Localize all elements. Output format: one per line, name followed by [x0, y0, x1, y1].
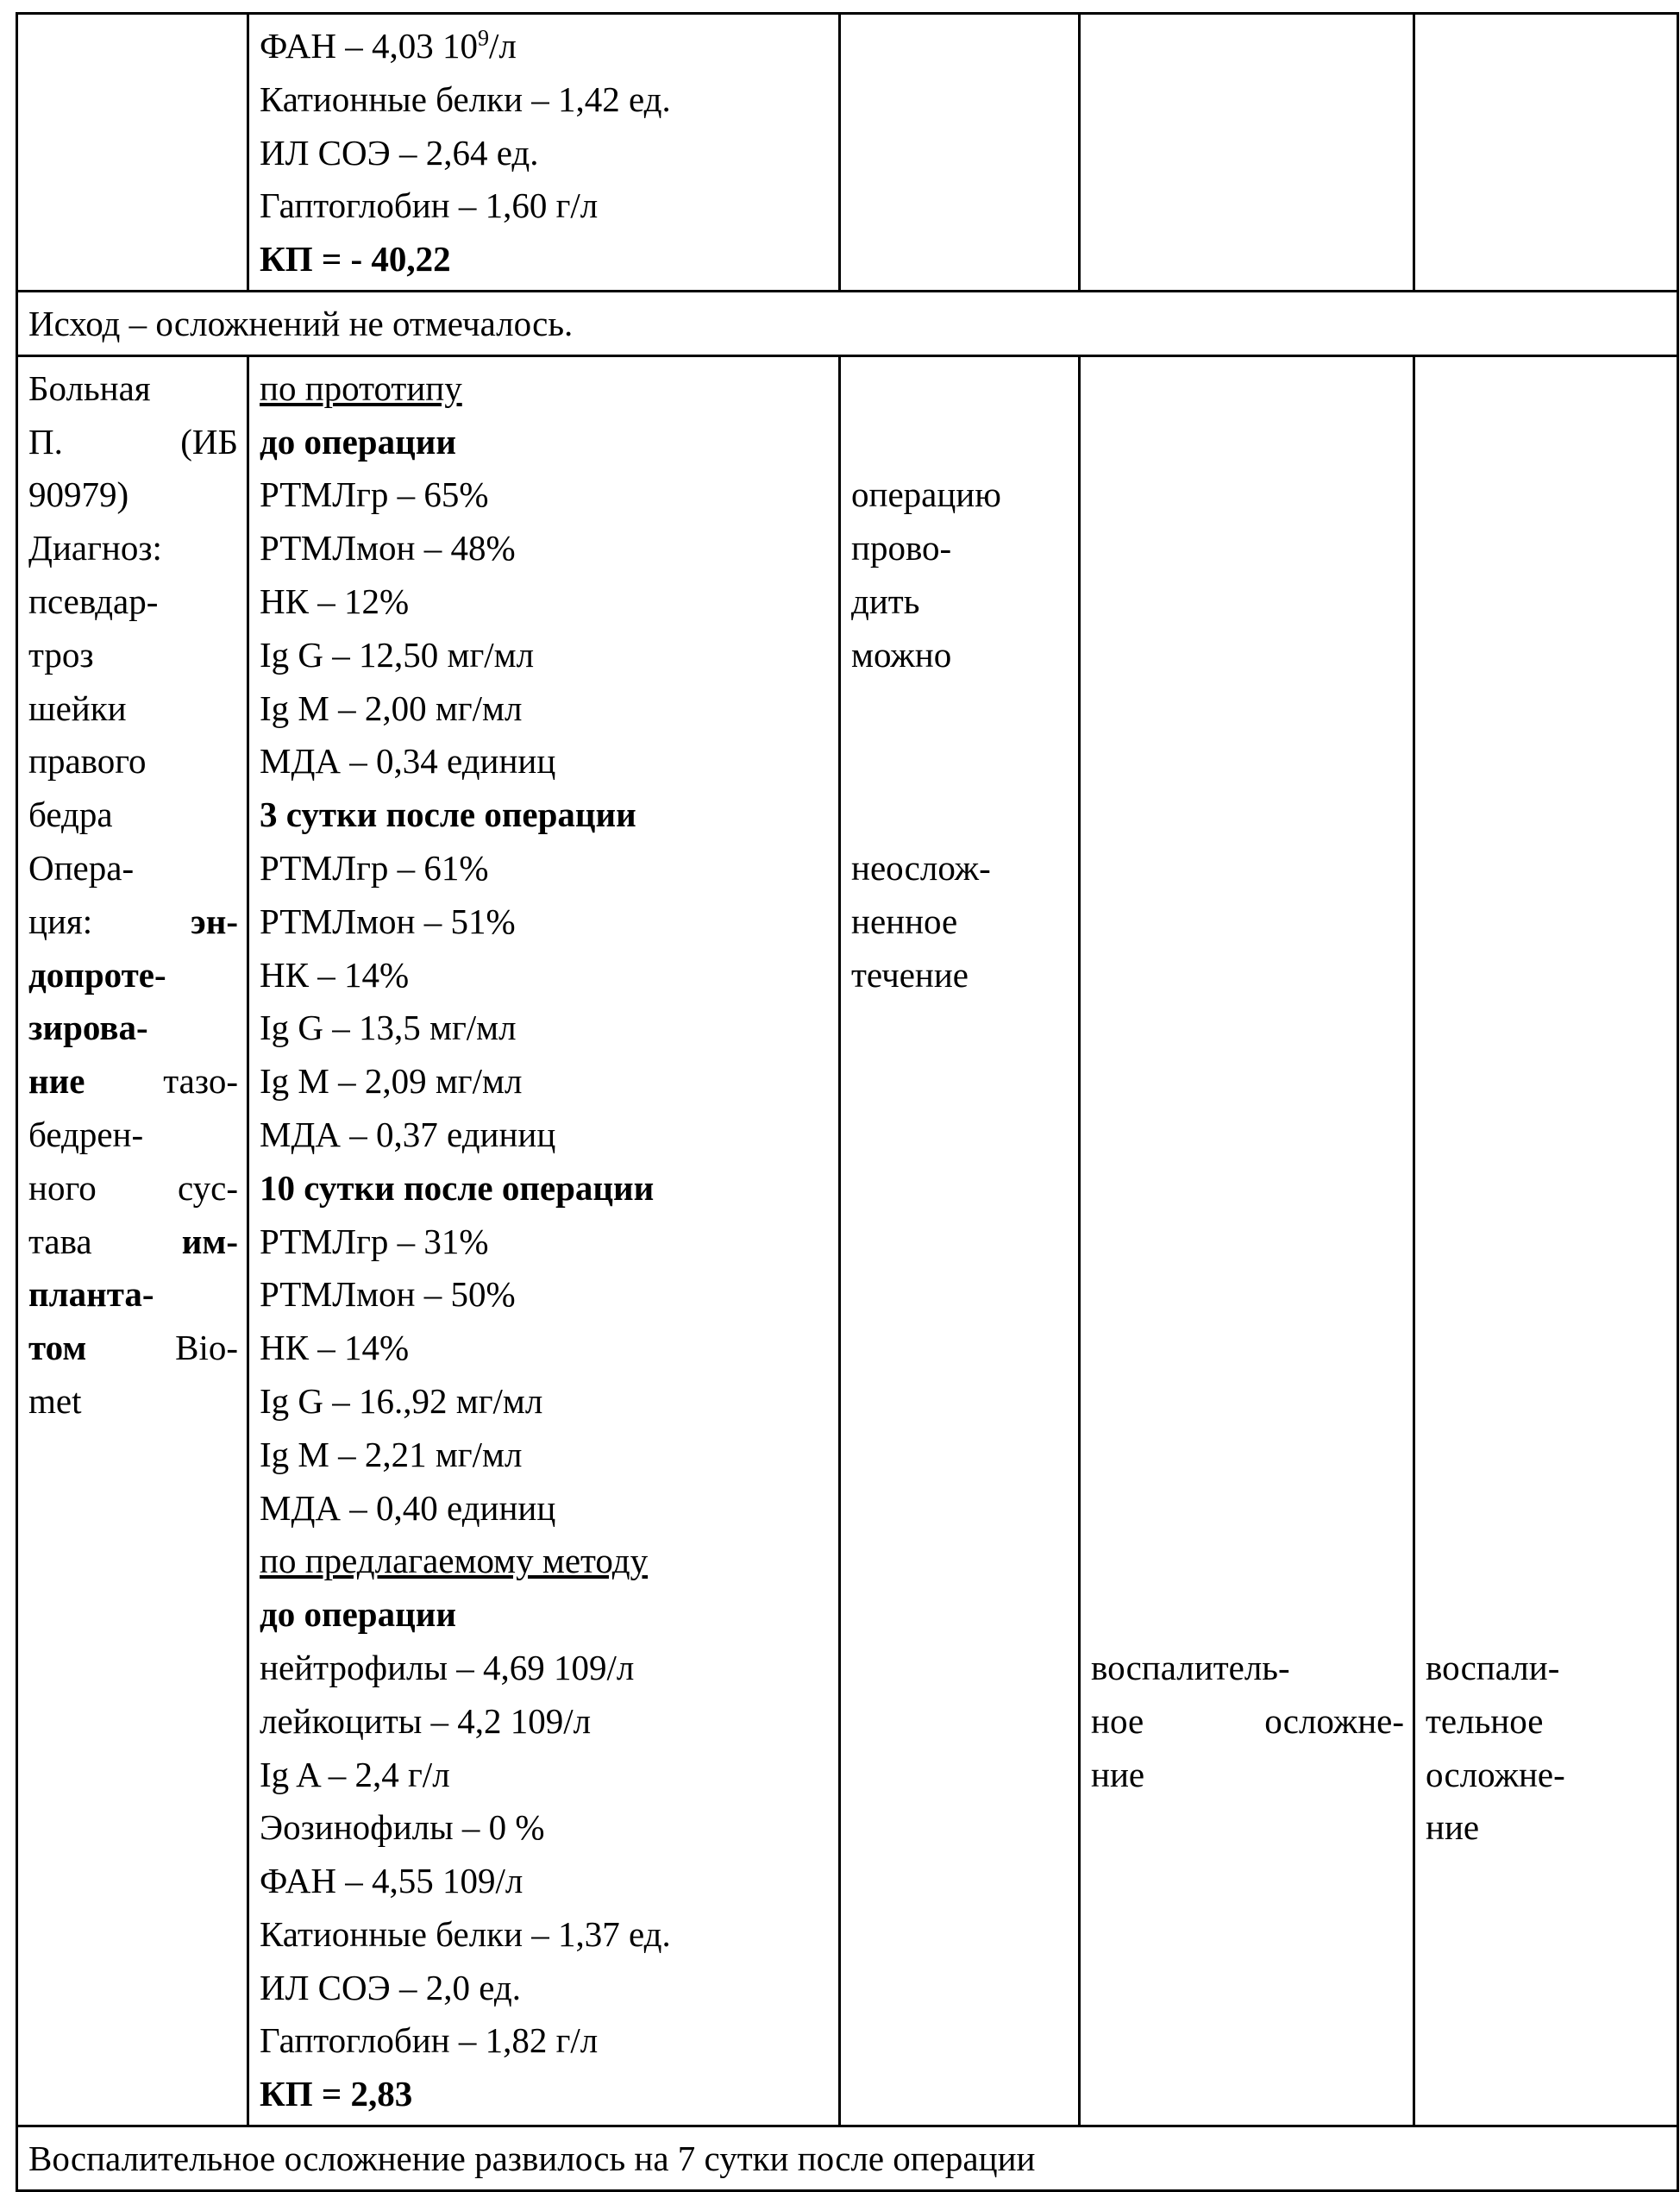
- indicator-line: нейтрофилы – 4,69 109/л: [260, 1642, 830, 1695]
- patient-description-line: ция: эн-: [28, 895, 238, 949]
- spacer: [851, 362, 1069, 416]
- spacer: [1426, 788, 1668, 842]
- indicator-line: НК – 14%: [260, 949, 830, 1002]
- spacer: [1426, 468, 1668, 522]
- spacer: [1426, 1109, 1668, 1162]
- spacer: [1426, 1002, 1668, 1055]
- proposed-result-line: воспали-: [1426, 1642, 1668, 1695]
- spacer: [1426, 416, 1668, 469]
- proposed-method-heading: по предлагаемому методу: [260, 1535, 830, 1588]
- spacer: [1426, 1055, 1668, 1109]
- prognosis-line: ненное: [851, 895, 1069, 949]
- prototype-result-line: ние: [1091, 1749, 1404, 1802]
- spacer: [1426, 1375, 1668, 1429]
- patient-description-line: Диагноз:: [28, 522, 238, 575]
- spacer: [851, 788, 1069, 842]
- spacer: [1426, 629, 1668, 682]
- indicator-line: МДА – 0,34 единиц: [260, 735, 830, 788]
- outcome-text: Исход – осложнений не отмечалось.: [17, 291, 1678, 355]
- outcome-text: Воспалительное осложнение развилось на 7 сутки после операции: [17, 2126, 1678, 2191]
- table-row: [17, 14, 1678, 292]
- indicator-line: Ig M – 2,00 мг/мл: [260, 682, 830, 736]
- day10-heading: 10 сутки после операции: [260, 1162, 830, 1215]
- kp-value: КП = 2,83: [260, 2068, 830, 2121]
- indicator-line: МДА – 0,40 единиц: [260, 1482, 830, 1536]
- indicator-line: Гаптоглобин – 1,82 г/л: [260, 2014, 830, 2068]
- prototype-heading: по прототипу: [260, 362, 830, 416]
- patient-description-line: псевдар-: [28, 575, 238, 629]
- indicators-cell: [248, 355, 840, 2126]
- prototype-result-line: воспалитель-: [1091, 1642, 1404, 1695]
- patient-description-line: ного сус-: [28, 1162, 238, 1215]
- spacer: [1426, 895, 1668, 949]
- indicator-line: РТМЛгр – 61%: [260, 842, 830, 895]
- spacer: [1426, 1482, 1668, 1536]
- indicator-line: Ig G – 12,50 мг/мл: [260, 629, 830, 682]
- spacer: [1426, 1162, 1668, 1215]
- spacer: [1091, 1322, 1404, 1375]
- spacer: [1426, 1215, 1668, 1269]
- outcome-row: [17, 2126, 1678, 2191]
- prognosis-line: неослож-: [851, 842, 1069, 895]
- spacer: [1091, 1535, 1404, 1588]
- prototype-result-line: ное осложне-: [1091, 1695, 1404, 1749]
- spacer: [1091, 522, 1404, 575]
- outcome-row: [17, 291, 1678, 355]
- prognosis-line: прово-: [851, 522, 1069, 575]
- results-table: [16, 12, 1679, 2192]
- spacer: [1426, 1429, 1668, 1482]
- indicator-line: РТМЛгр – 65%: [260, 468, 830, 522]
- prognosis-line: операцию: [851, 468, 1069, 522]
- spacer: [1091, 735, 1404, 788]
- prognosis-cell-empty: [840, 14, 1080, 292]
- prognosis-line: течение: [851, 949, 1069, 1002]
- spacer: [1426, 735, 1668, 788]
- before-operation-heading: до операции: [260, 1588, 830, 1642]
- indicator-line: ИЛ СОЭ – 2,64 ед.: [260, 127, 830, 180]
- indicator-line: Ig G – 16.,92 мг/мл: [260, 1375, 830, 1429]
- proposed-result-line: тельное: [1426, 1695, 1668, 1749]
- spacer: [1091, 1109, 1404, 1162]
- proposed-result-line: ние: [1426, 1801, 1668, 1855]
- indicator-line: лейкоциты – 4,2 109/л: [260, 1695, 830, 1749]
- prognosis-line: дить: [851, 575, 1069, 629]
- indicator-line: ФАН – 4,55 109/л: [260, 1855, 830, 1908]
- patient-description-line: том Bio-: [28, 1322, 238, 1375]
- indicator-line: Катионные белки – 1,37 ед.: [260, 1908, 830, 1962]
- spacer: [1091, 362, 1404, 416]
- spacer: [1091, 949, 1404, 1002]
- proposed-result-cell: [1414, 355, 1678, 2126]
- spacer: [1091, 1588, 1404, 1642]
- spacer: [1426, 1588, 1668, 1642]
- indicator-line: Ig A – 2,4 г/л: [260, 1749, 830, 1802]
- patient-description-line: бедра: [28, 788, 238, 842]
- prognosis-line: можно: [851, 629, 1069, 682]
- spacer: [1091, 788, 1404, 842]
- spacer: [1426, 522, 1668, 575]
- spacer: [1091, 895, 1404, 949]
- spacer: [1091, 468, 1404, 522]
- spacer: [1091, 1055, 1404, 1109]
- indicator-line: РТМЛмон – 50%: [260, 1268, 830, 1322]
- before-operation-heading: до операции: [260, 416, 830, 469]
- patient-description-line: правого: [28, 735, 238, 788]
- indicator-line: РТМЛмон – 51%: [260, 895, 830, 949]
- indicator-line: МДА – 0,37 единиц: [260, 1109, 830, 1162]
- indicator-line: Катионные белки – 1,42 ед.: [260, 73, 830, 127]
- patient-description-line: троз: [28, 629, 238, 682]
- spacer: [1426, 842, 1668, 895]
- indicator-line: Ig M – 2,09 мг/мл: [260, 1055, 830, 1109]
- result-cell-empty: [1080, 14, 1414, 292]
- spacer: [1426, 682, 1668, 736]
- patient-description-line: 90979): [28, 468, 238, 522]
- patient-description-line: Больная: [28, 362, 238, 416]
- spacer: [1091, 1429, 1404, 1482]
- indicator-line: Ig G – 13,5 мг/мл: [260, 1002, 830, 1055]
- patient-description-line: зирова-: [28, 1002, 238, 1055]
- patient-cell-empty: [17, 14, 248, 292]
- kp-value: КП = - 40,22: [260, 233, 830, 286]
- indicator-line: Эозинофилы – 0 %: [260, 1801, 830, 1855]
- spacer: [1426, 362, 1668, 416]
- spacer: [1091, 1002, 1404, 1055]
- spacer: [1091, 1375, 1404, 1429]
- spacer: [1426, 949, 1668, 1002]
- spacer: [851, 416, 1069, 469]
- spacer: [1426, 1535, 1668, 1588]
- patient-description-line: планта-: [28, 1268, 238, 1322]
- indicator-line: ИЛ СОЭ – 2,0 ед.: [260, 1962, 830, 2015]
- spacer: [1426, 575, 1668, 629]
- patient-description-line: Опера-: [28, 842, 238, 895]
- result-cell-empty-2: [1414, 14, 1678, 292]
- spacer: [1091, 416, 1404, 469]
- indicator-line: НК – 14%: [260, 1322, 830, 1375]
- patient-description-line: бедрен-: [28, 1109, 238, 1162]
- indicator-line: НК – 12%: [260, 575, 830, 629]
- patient-description-line: П. (ИБ: [28, 416, 238, 469]
- spacer: [1426, 1322, 1668, 1375]
- prognosis-cell: [840, 355, 1080, 2126]
- prototype-result-cell: [1080, 355, 1414, 2126]
- table-row: [17, 355, 1678, 2126]
- spacer: [1091, 842, 1404, 895]
- patient-description-line: допроте-: [28, 949, 238, 1002]
- indicator-line: Ig M – 2,21 мг/мл: [260, 1429, 830, 1482]
- spacer: [1426, 1268, 1668, 1322]
- indicator-line: Гаптоглобин – 1,60 г/л: [260, 179, 830, 233]
- patient-description-line: met: [28, 1375, 238, 1429]
- indicator-line: РТМЛгр – 31%: [260, 1215, 830, 1269]
- spacer: [1091, 575, 1404, 629]
- spacer: [851, 682, 1069, 736]
- proposed-result-line: осложне-: [1426, 1749, 1668, 1802]
- spacer: [1091, 1162, 1404, 1215]
- spacer: [1091, 682, 1404, 736]
- patient-description-line: ние тазо-: [28, 1055, 238, 1109]
- indicator-line: РТМЛмон – 48%: [260, 522, 830, 575]
- patient-description-cell: [17, 355, 248, 2126]
- indicator-line: ФАН – 4,03 109/л: [260, 20, 830, 73]
- patient-description-line: тава им-: [28, 1215, 238, 1269]
- spacer: [1091, 1482, 1404, 1536]
- spacer: [1091, 1268, 1404, 1322]
- spacer: [1091, 1215, 1404, 1269]
- day3-heading: 3 сутки после операции: [260, 788, 830, 842]
- patient-description-line: шейки: [28, 682, 238, 736]
- spacer: [851, 735, 1069, 788]
- spacer: [1091, 629, 1404, 682]
- indicators-cell: [248, 14, 840, 292]
